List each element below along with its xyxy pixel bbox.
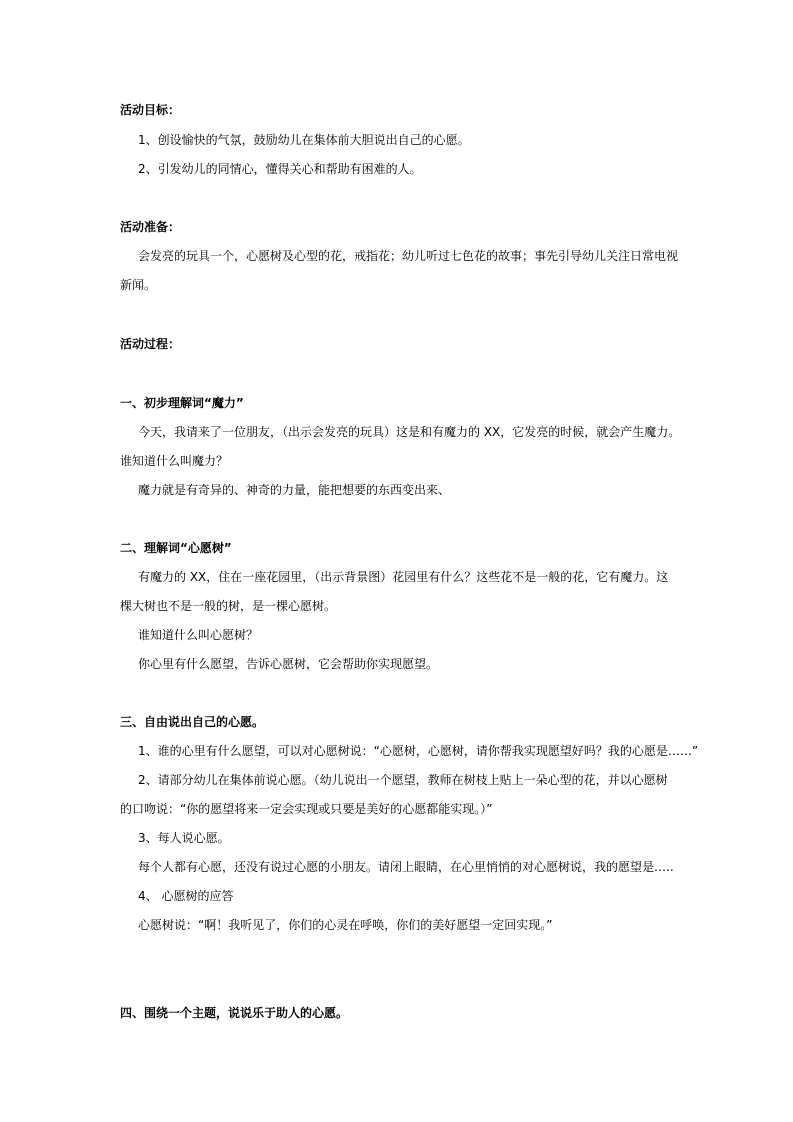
goals-heading: 活动目标： — [120, 103, 181, 117]
section-2-paragraph-1-line-1: 有魔力的 XX，住在一座花园里，（出示背景图）花园里有什么？这些花不是一般的花，它有魔力。这 — [138, 570, 669, 584]
section-2-paragraph-2: 谁知道什么叫心愿树？ — [138, 628, 259, 642]
section-2-heading: 二、理解词“心愿树” — [120, 541, 232, 555]
section-3-item-4: 4、 心愿树的应答 — [138, 889, 234, 903]
preparation-heading: 活动准备： — [120, 220, 181, 234]
section-1-paragraph-1-line-2: 谁知道什么叫魔力？ — [120, 454, 229, 468]
section-3-item-3-detail: 每个人都有心愿，还没有说过心愿的小朋友。请闭上眼睛，在心里悄悄的对心愿树说，我的愿望是….. — [138, 860, 674, 874]
goal-item-2: 2、引发幼儿的同情心，懂得关心和帮助有困难的人。 — [138, 162, 422, 176]
section-3-item-1: 1、谁的心里有什么愿望，可以对心愿树说：“心愿树，心愿树，请你帮我实现愿望好吗？我的心愿是……” — [138, 744, 699, 758]
section-1-paragraph-2: 魔力就是有奇异的、神奇的力量，能把想要的东西变出来、 — [138, 483, 451, 497]
section-4-heading: 四、围绕一个主题，说说乐于助人的心愿。 — [120, 1006, 349, 1020]
preparation-text-line-1: 会发亮的玩具一个，心愿树及心型的花，戒指花；幼儿听过七色花的故事；事先引导幼儿关注日常电视 — [138, 249, 679, 263]
section-3-item-2-line-2: 的口吻说：“你的愿望将来一定会实现或只要是美好的心愿都能实现。）” — [120, 802, 493, 816]
section-2-paragraph-1-line-2: 棵大树也不是一般的树，是一棵心愿树。 — [120, 599, 337, 613]
section-2-paragraph-3: 你心里有什么愿望，告诉心愿树，它会帮助你实现愿望。 — [138, 657, 439, 671]
section-1-heading: 一、初步理解词“魔力” — [120, 396, 244, 410]
process-heading: 活动过程： — [120, 337, 181, 351]
section-3-item-4-detail: 心愿树说：“啊！我听见了，你们的心灵在呼唤，你们的美好愿望一定回实现。” — [138, 918, 553, 932]
section-1-paragraph-1-line-1: 今天，我请来了一位朋友，（出示会发亮的玩具）这是和有魔力的 XX，它发亮的时候，就会产生魔力。 — [138, 425, 681, 439]
section-3-item-2-line-1: 2、请部分幼儿在集体前说心愿。（幼儿说出一个愿望，教师在树枝上贴上一朵心型的花，并以心愿树 — [138, 773, 668, 787]
section-3-heading: 三、自由说出自己的心愿。 — [120, 715, 265, 729]
section-3-item-3: 3、每人说心愿。 — [138, 831, 230, 845]
preparation-text-line-2: 新闻。 — [120, 278, 157, 292]
goal-item-1: 1、创设愉快的气氛，鼓励幼儿在集体前大胆说出自己的心愿。 — [138, 133, 470, 147]
